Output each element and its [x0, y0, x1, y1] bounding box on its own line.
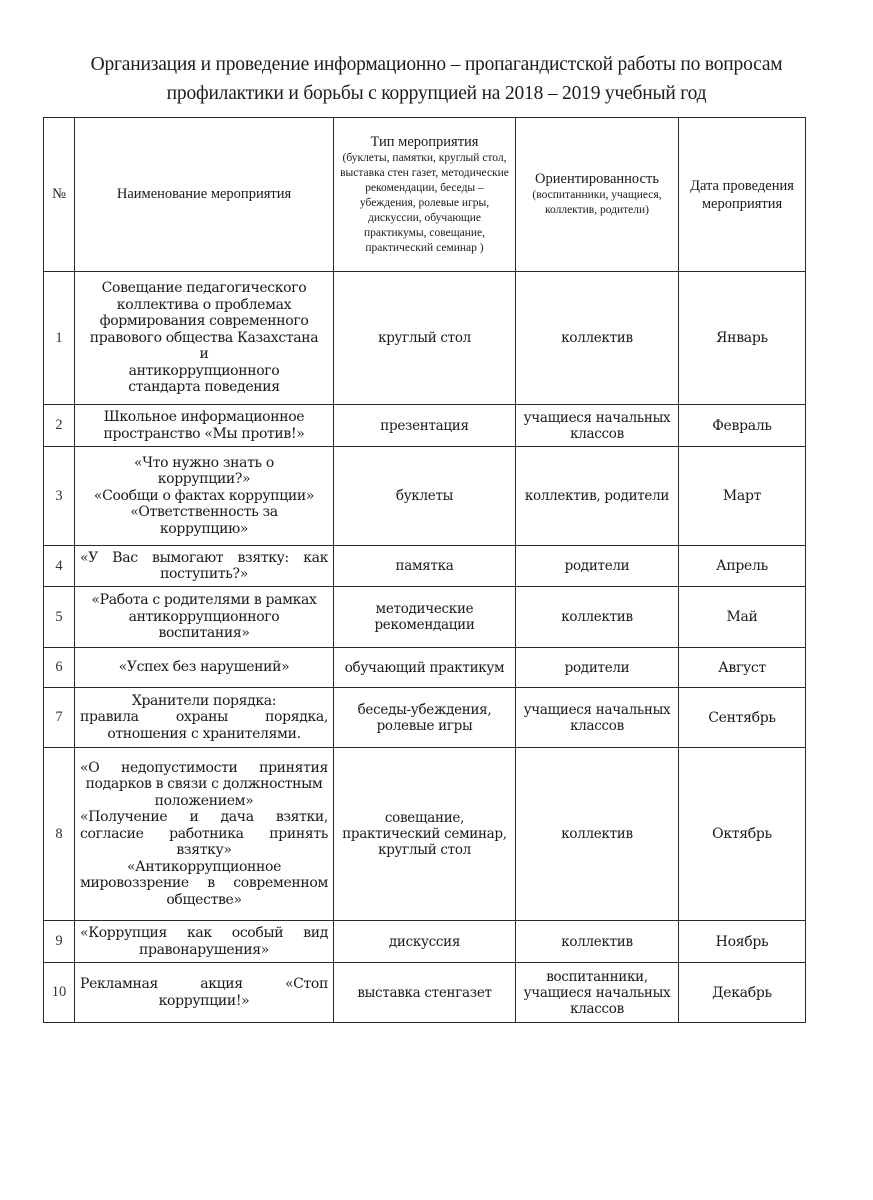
row-event-type: дискуссия [334, 921, 516, 963]
row-date: Ноябрь [679, 921, 806, 963]
table-body [44, 272, 806, 1023]
event-name-line: правового общества Казахстана [89, 329, 319, 346]
event-name-line: «Успех без нарушений» [118, 659, 290, 676]
page-title-line-1: Организация и проведение информационно – пропагандистской работы по вопросам [90, 54, 783, 75]
row-event-type: буклеты [334, 447, 516, 546]
row-date: Январь [679, 272, 806, 405]
event-name-line: коррупции?» [157, 471, 251, 488]
event-name-line: пространство «Мы против!» [103, 425, 305, 442]
event-name-line: формирования современного [99, 313, 309, 330]
row-date: Сентябрь [679, 688, 806, 748]
row-event-name [75, 447, 334, 546]
header-type-title: Тип мероприятия [370, 133, 479, 150]
row-date: Декабрь [679, 963, 806, 1023]
event-name-line: Совещание педагогического [101, 280, 307, 297]
event-name-line: коллектива о проблемах [116, 296, 292, 313]
event-name-line: стандарта поведения [128, 379, 280, 396]
row-date: Февраль [679, 405, 806, 447]
row-event-type: методические рекомендации [334, 587, 516, 648]
row-event-type: памятка [334, 546, 516, 587]
row-audience: коллектив [516, 748, 679, 921]
event-name-line: правила охраны порядка, [80, 709, 328, 726]
event-name-line: отношения с хранителями. [107, 725, 301, 742]
header-name: Наименование мероприятия [75, 118, 334, 272]
event-name-line: «О недопустимости принятия [80, 759, 328, 776]
event-name-line: взятку» [176, 842, 232, 859]
row-event-type: круглый стол [334, 272, 516, 405]
row-event-name [75, 648, 334, 688]
row-event-type: выставка стенгазет [334, 963, 516, 1023]
row-event-name [75, 272, 334, 405]
event-name-line: «Ответственность за [130, 504, 278, 521]
row-number: 6 [44, 648, 75, 688]
row-event-name [75, 963, 334, 1023]
row-event-name [75, 546, 334, 587]
event-name-line: мировоззрение в современном [80, 875, 328, 892]
table-row [44, 587, 806, 648]
row-number: 10 [44, 963, 75, 1023]
header-type [334, 118, 516, 272]
row-number: 4 [44, 546, 75, 587]
header-audience-title: Ориентированность [535, 171, 659, 187]
row-number: 7 [44, 688, 75, 748]
event-name-line: «У Вас вымогают взятку: как [80, 549, 328, 566]
header-date: Дата проведения мероприятия [679, 118, 806, 272]
event-name-line: воспитания» [158, 625, 250, 642]
row-audience: коллектив, родители [516, 447, 679, 546]
event-name-line: «Коррупция как особый вид [80, 925, 328, 941]
table-header-row [44, 118, 806, 272]
row-audience: родители [516, 546, 679, 587]
row-event-type: совещание, практический семинар, круглый стол [334, 748, 516, 921]
event-name-line: «Сообщи о фактах коррупции» [93, 487, 315, 504]
table-row [44, 963, 806, 1023]
table-row [44, 648, 806, 688]
header-audience-subtitle: (воспитанники, учащиеся, коллектив, родители) [532, 189, 662, 216]
table-row [44, 688, 806, 748]
event-name-line: правонарушения» [139, 941, 269, 958]
event-name-line: коррупцию» [159, 520, 249, 537]
event-name-line: и [199, 346, 209, 363]
row-event-type: презентация [334, 405, 516, 447]
row-number: 3 [44, 447, 75, 546]
row-event-name [75, 405, 334, 447]
row-number: 2 [44, 405, 75, 447]
table-row [44, 447, 806, 546]
row-audience: учащиеся начальных классов [516, 688, 679, 748]
row-event-type: беседы-убеждения, ролевые игры [334, 688, 516, 748]
event-name-line: «Работа с родителями в рамках [91, 592, 317, 609]
event-name-line: Рекламная акция «Стоп [80, 976, 328, 992]
header-audience [516, 118, 679, 272]
row-date: Октябрь [679, 748, 806, 921]
row-audience: воспитанники, учащиеся начальных классов [516, 963, 679, 1023]
page-title [20, 50, 853, 108]
event-name-line: «Получение и дача взятки, [80, 809, 328, 826]
event-name-line: поступить?» [160, 566, 248, 582]
row-number: 9 [44, 921, 75, 963]
row-audience: учащиеся начальных классов [516, 405, 679, 447]
page-title-line-2: профилактики и борьбы с коррупцией на 2018 – 2019 учебный год [166, 83, 707, 104]
event-name-line: Школьное информационное [103, 409, 305, 425]
events-table [43, 117, 806, 1023]
event-name-line: обществе» [166, 891, 242, 908]
table-row [44, 546, 806, 587]
event-name-line: подарков в связи с должностным [85, 776, 323, 793]
row-number: 1 [44, 272, 75, 405]
row-number: 8 [44, 748, 75, 921]
event-name-line: «Антикоррупционное [126, 858, 282, 875]
row-date: Март [679, 447, 806, 546]
table-row [44, 921, 806, 963]
row-event-name [75, 748, 334, 921]
header-type-subtitle: (буклеты, памятки, круглый стол, выставка стен газет, методические рекомендации, беседы – убеждения, ролевые игры, дискуссии, обучающие практикумы, совещание, практический семинар ) [340, 151, 509, 254]
event-name-line: положением» [154, 792, 254, 809]
row-date: Май [679, 587, 806, 648]
row-event-name [75, 688, 334, 748]
row-event-name [75, 921, 334, 963]
row-event-name [75, 587, 334, 648]
header-number: № [44, 118, 75, 272]
row-date: Апрель [679, 546, 806, 587]
event-name-line: согласие работника принять [80, 825, 328, 842]
event-name-line: Хранители порядка: [131, 692, 277, 709]
row-audience: коллектив [516, 272, 679, 405]
row-date: Август [679, 648, 806, 688]
event-name-line: антикоррупционного [128, 608, 280, 625]
row-audience: коллектив [516, 587, 679, 648]
table-row [44, 748, 806, 921]
event-name-line: «Что нужно знать о [134, 454, 274, 471]
row-number: 5 [44, 587, 75, 648]
row-event-type: обучающий практикум [334, 648, 516, 688]
event-name-line: коррупции!» [158, 992, 250, 1009]
event-name-line: антикоррупционного [128, 362, 280, 379]
row-audience: родители [516, 648, 679, 688]
table-row [44, 272, 806, 405]
table-row [44, 405, 806, 447]
row-audience: коллектив [516, 921, 679, 963]
